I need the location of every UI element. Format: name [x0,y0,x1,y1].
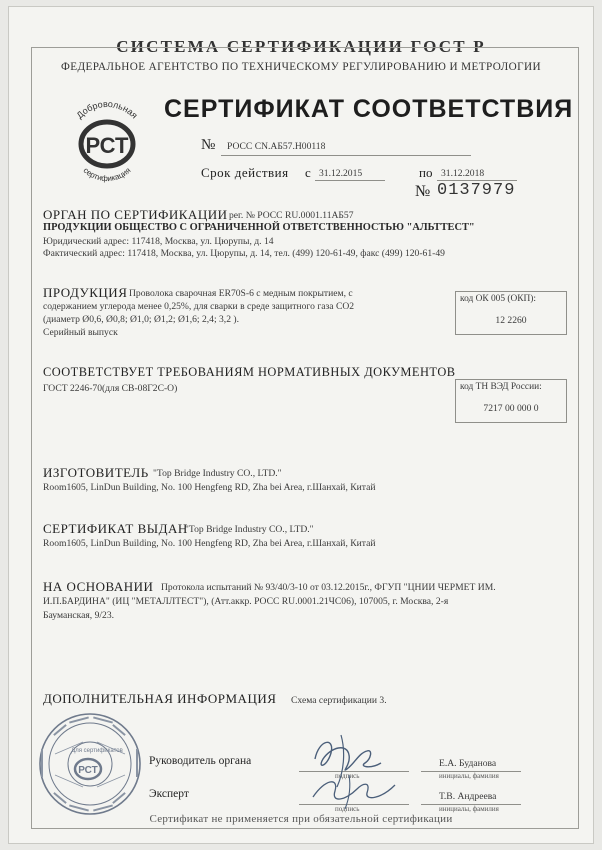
organ-reg: рег. № РОСС RU.0001.11АБ57 [229,210,354,221]
okp-value: 12 2260 [495,315,527,326]
rst-logo-icon [61,99,153,185]
additional-value: Схема сертификации 3. [291,695,387,706]
okp-label: код ОК 005 (ОКП): [460,294,537,304]
validity-to-date: 31.12.2018 [441,168,485,179]
expert-signature-icon [305,771,405,811]
round-stamp-icon [35,709,145,819]
head-name: Е.А. Буданова [439,758,497,769]
product-line-4: Серийный выпуск [43,327,118,338]
blank-number-label: № [415,183,431,200]
cert-no-label: № [201,137,216,153]
tnved-box [455,379,567,423]
issued-to-name: "Top Bridge Industry CO., LTD." [185,524,314,535]
organ-name: ПРОДУКЦИИ ОБЩЕСТВО С ОГРАНИЧЕННОЙ ОТВЕТСТВЕННОСТЬЮ "АЛЬТТЕСТ" [43,222,475,233]
cert-no-value: РОСС CN.АБ57.Н00118 [227,141,326,152]
expert-label: Эксперт [149,788,189,800]
organ-label: ОРГАН ПО СЕРТИФИКАЦИИ [43,207,228,222]
stamp-center-text: Для сертификатов [71,748,123,754]
organ-actual-address: Фактический адрес: 117418, Москва, ул. Цюрупы, д. 14, тел. (499) 120-61-49, факс (499) 120-61-49 [43,248,445,259]
agency-header: ФЕДЕРАЛЬНОЕ АГЕНТСТВО ПО ТЕХНИЧЕСКОМУ РЕГУЛИРОВАНИЮ И МЕТРОЛОГИИ [61,61,541,73]
validity-label: Срок действия [201,165,289,180]
manufacturer-address: Room1605, LinDun Building, No. 100 Hengfeng RD, Zha bei Area, г.Шанхай, Китай [43,482,376,493]
expert-signature-caption: подпись [335,805,360,813]
manufacturer-name: "Top Bridge Industry CO., LTD." [153,468,282,479]
manufacturer-label: ИЗГОТОВИТЕЛЬ [43,465,149,480]
head-signature-caption: подпись [335,772,360,780]
logo-mark: РСТ [85,133,129,158]
system-header: СИСТЕМА СЕРТИФИКАЦИИ ГОСТ Р [116,37,486,56]
footer-note: Сертификат не применяется при обязательной сертификации [149,813,453,825]
okp-box [455,291,567,335]
issued-to-address: Room1605, LinDun Building, No. 100 Hengfeng RD, Zha bei Area, г.Шанхай, Китай [43,538,376,549]
logo-bottom-text: сертификация [81,165,133,184]
validity-from-date: 31.12.2015 [319,168,363,179]
product-line-1: Проволока сварочная ER70S-6 с медным покрытием, с [129,288,353,299]
product-label: ПРОДУКЦИЯ [43,285,128,300]
certificate-page [8,6,594,844]
basis-line-3: Бауманская, 9/23. [43,610,115,621]
basis-line-1: Протокола испытаний № 93/40/3-10 от 03.12.2015г., ФГУП "ЦНИИ ЧЕРМЕТ ИМ. [161,582,496,593]
certificate-title: СЕРТИФИКАТ СООТВЕТСТВИЯ [164,95,574,123]
validity-from-label: с [305,165,311,180]
compliance-label: СООТВЕТСТВУЕТ ТРЕБОВАНИЯМ НОРМАТИВНЫХ ДОКУМЕНТОВ [43,365,456,379]
validity-to-label: по [419,165,433,180]
compliance-value: ГОСТ 2246-70(для СВ-08Г2С-О) [43,383,178,394]
svg-text:Добровольная [74,99,139,121]
issued-to-label: СЕРТИФИКАТ ВЫДАН [43,521,188,536]
expert-name: Т.В. Андреева [439,791,497,802]
tnved-value: 7217 00 000 0 [483,403,539,414]
blank-number: 0137979 [437,181,516,200]
product-line-3: (диаметр Ø0,6, Ø0,8; Ø1,0; Ø1,2; Ø1,6; 2,4; 3,2 ). [43,314,239,325]
basis-line-2: И.П.БАРДИНА" (ИЦ "МЕТАЛЛТЕСТ"), (Атт.аккр. РОСС RU.0001.21ЧС06), 107005, г. Москва, 2-я [43,596,449,607]
head-name-caption: инициалы, фамилия [439,772,499,780]
tnved-label: код ТН ВЭД России: [460,382,542,392]
stamp-mark: РСТ [78,765,98,776]
expert-name-caption: инициалы, фамилия [439,805,499,813]
product-line-2: содержанием углерода менее 0,25%, для сварки в среде защитного газа CO2 [43,301,355,312]
additional-label: ДОПОЛНИТЕЛЬНАЯ ИНФОРМАЦИЯ [43,691,277,706]
logo-top-text: Добровольная [74,99,140,121]
organ-legal-address: Юридический адрес: 117418, Москва, ул. Цюрупы, д. 14 [43,236,274,247]
basis-label: НА ОСНОВАНИИ [43,579,154,594]
head-label: Руководитель органа [149,755,252,767]
